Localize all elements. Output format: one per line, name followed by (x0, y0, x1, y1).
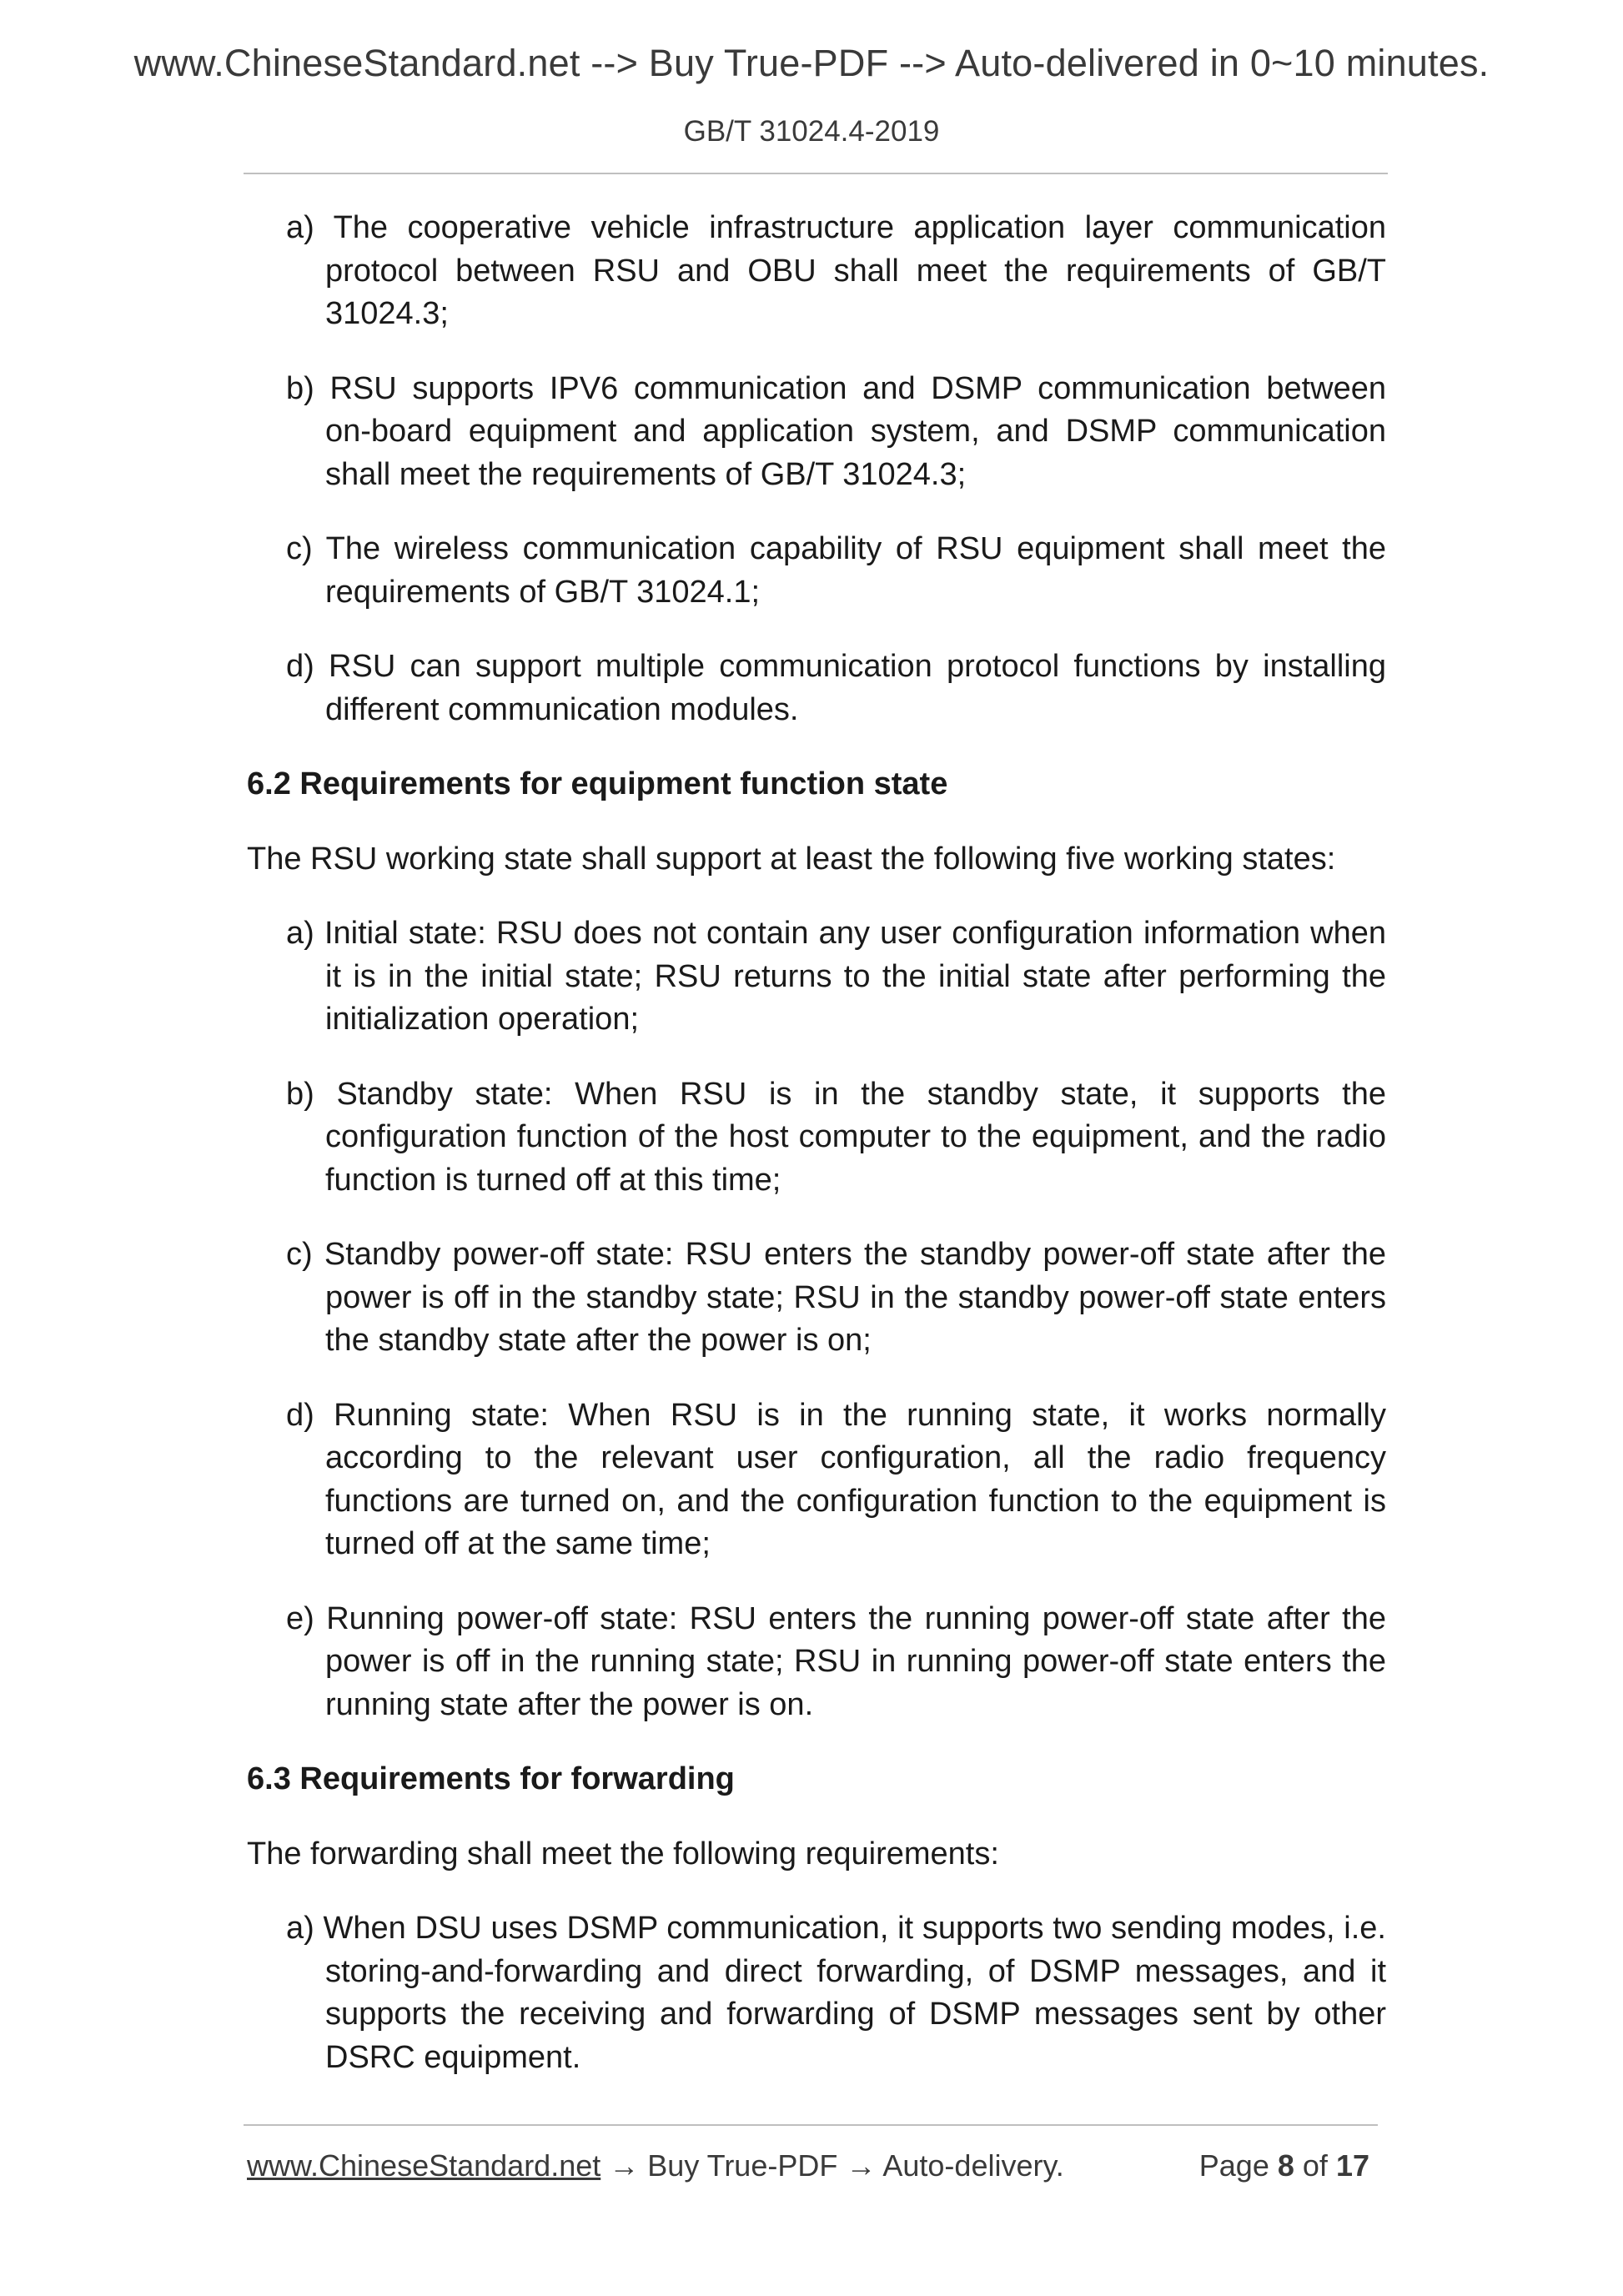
auto-delivery-text: Auto-delivery. (882, 2148, 1064, 2183)
total-pages: 17 (1335, 2148, 1369, 2183)
top-banner: www.ChineseStandard.net --> Buy True-PDF --> Auto-delivered in 0~10 minutes. (133, 42, 1490, 84)
arrow-right-icon: → (846, 2148, 877, 2183)
page-content (247, 207, 1386, 2111)
list-item: b) Standby state: When RSU is in the standby state, it supports the configuration function of the host computer to the equipment, and the radio function is turned off at this time; (286, 1076, 1386, 1198)
list-item: e) Running power-off state: RSU enters the running power-off state after the power is off in the running state; RSU in running power-off state enters the running state after the power is on. (286, 1600, 1386, 1722)
header-divider (244, 173, 1388, 174)
list-item: a) The cooperative vehicle infrastructure application layer communication protocol between RSU and OBU shall meet the requirements of GB/T 31024.3; (286, 210, 1386, 331)
list-item: d) Running state: When RSU is in the running state, it works normally according to the relevant user configuration, all the radio frequency functions are turned on, and the configuration function to the equipment is turned off at the same time; (286, 1397, 1386, 1561)
list-item: d) RSU can support multiple communication protocol functions by installing different communication modules. (286, 649, 1386, 727)
list-item: b) RSU supports IPV6 communication and DSMP communication between on-board equipment and application system, and DSMP communication shall meet the requirements of GB/T 31024.3; (286, 370, 1386, 492)
list-item: a) Initial state: RSU does not contain any user configuration information when it is in the initial state; RSU returns to the initial state after performing the initialization operation; (286, 916, 1386, 1037)
section-intro-6-2: The RSU working state shall support at least the following five working states: (247, 841, 1336, 877)
section-intro-6-3: The forwarding shall meet the following requirements: (247, 1836, 999, 1871)
of-label: of (1302, 2148, 1328, 2183)
list-item: c) The wireless communication capability of RSU equipment shall meet the requirements of GB/T 31024.1; (286, 531, 1386, 610)
list-item: a) When DSU uses DSMP communication, it supports two sending modes, i.e. storing-and-forwarding and direct forwarding, of DSMP messages, and it supports the receiving and forwarding of DSMP messages sent by other DSRC equipment. (286, 1911, 1386, 2075)
footer-divider (244, 2124, 1378, 2126)
list-item: c) Standby power-off state: RSU enters the standby power-off state after the power is off in the standby state; RSU in the standby power-off state enters the standby state after the power is on; (286, 1237, 1386, 1358)
website-link[interactable]: www.ChineseStandard.net (247, 2148, 601, 2183)
section-heading-6-2: 6.2 Requirements for equipment function state (247, 766, 948, 801)
page-label: Page (1198, 2148, 1269, 2183)
section-heading-6-3: 6.3 Requirements for forwarding (247, 1761, 735, 1796)
buy-pdf-text: Buy True-PDF (647, 2148, 838, 2183)
page-indicator (1199, 2148, 1369, 2183)
arrow-right-icon: → (609, 2148, 640, 2183)
document-code: GB/T 31024.4-2019 (683, 115, 940, 148)
page-number: 8 (1277, 2148, 1294, 2183)
footer-links (247, 2148, 1064, 2183)
